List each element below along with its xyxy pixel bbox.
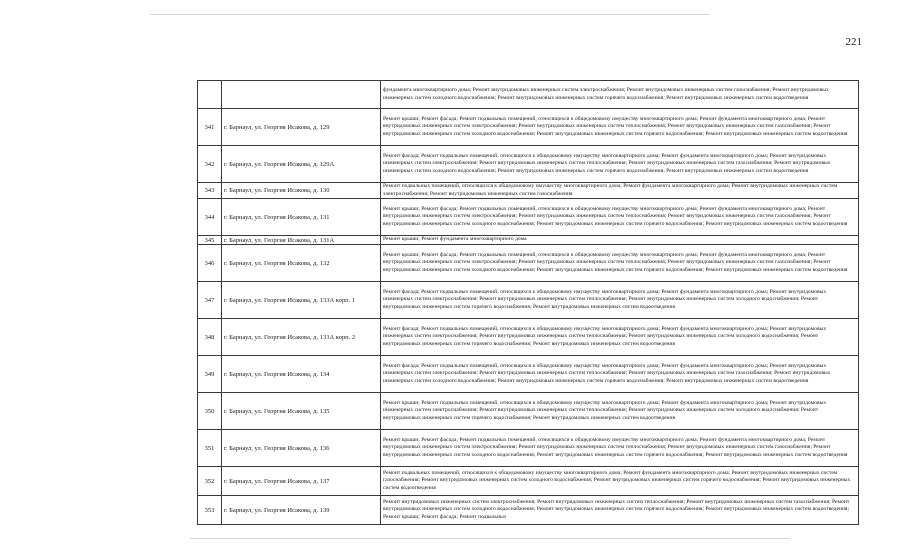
row-number: 346 bbox=[198, 245, 222, 282]
table-row bbox=[198, 183, 859, 199]
row-address: г. Барнаул, ул. Георгия Исакова, д. 134 bbox=[222, 356, 381, 393]
table-row bbox=[198, 496, 859, 525]
scan-artifact-top bbox=[150, 14, 710, 15]
row-works: Ремонт фасада; Ремонт подвальных помещений, относящихся к общедомовому имуществу многоквартирного дома; Ремонт фундамента многоквартирного дома; Ремонт внутридомовых инженерных систем электроснабжения; Ремонт внутридомовых инженерных систем теплоснабжения; Ремонт внутридомовых инженерных систем газоснабжения; Ремонт внутридомовых инженерных систем холодного водоснабжения; Ремонт внутридомовых инженерных систем горячего водоснабжения; Ремонт внутридомовых инженерных систем водоотведения bbox=[381, 356, 859, 393]
row-address: г. Барнаул, ул. Георгия Исакова, д. 137 bbox=[222, 467, 381, 496]
row-number: 351 bbox=[198, 430, 222, 467]
row-works: фундамента многоквартирного дома; Ремонт внутридомовых инженерных систем электроснабжения; Ремонт внутридомовых инженерных систем газоснабжения; Ремонт внутридомовых инженерных систем холодного водоснабжения; Ремонт внутридомовых инженерных систем горячего водоснабжения; Ремонт внутридомовых инженерных систем водоотведения bbox=[381, 81, 859, 109]
table-row bbox=[198, 356, 859, 393]
table-row bbox=[198, 81, 859, 109]
row-address: г. Барнаул, ул. Георгия Исакова, д. 136 bbox=[222, 430, 381, 467]
row-works: Ремонт крыши; Ремонт фасада; Ремонт подвальных помещений, относящихся к общедомовому имуществу многоквартирного дома; Ремонт фундамента многоквартирного дома; Ремонт внутридомовых инженерных систем электроснабжения; Ремонт внутридомовых инженерных систем теплоснабжения; Ремонт внутридомовых инженерных систем газоснабжения; Ремонт внутридомовых инженерных систем холодного водоснабжения; Ремонт внутридомовых инженерных систем горячего водоснабжения; Ремонт внутридомовых инженерных систем водоотведения bbox=[381, 109, 859, 146]
row-number: 345 bbox=[198, 236, 222, 245]
row-address: г. Барнаул, ул. Георгия Исакова, д. 133А корп. 1 bbox=[222, 282, 381, 319]
row-address: г. Барнаул, ул. Георгия Исакова, д. 131 bbox=[222, 199, 381, 236]
table-row bbox=[198, 282, 859, 319]
row-number: 344 bbox=[198, 199, 222, 236]
row-number: 343 bbox=[198, 183, 222, 199]
table-row bbox=[198, 109, 859, 146]
row-address: г. Барнаул, ул. Георгия Исакова, д. 129 bbox=[222, 109, 381, 146]
table-row bbox=[198, 146, 859, 183]
row-works: Ремонт фасада; Ремонт подвальных помещений, относящихся к общедомовому имуществу многоквартирного дома; Ремонт фундамента многоквартирного дома; Ремонт внутридомовых инженерных систем электроснабжения; Ремонт внутридомовых инженерных систем теплоснабжения; Ремонт внутридомовых инженерных систем холодного водоснабжения; Ремонт внутридомовых инженерных систем горячего водоснабжения; Ремонт внутридомовых инженерных систем водоотведения bbox=[381, 282, 859, 319]
row-address bbox=[222, 81, 381, 109]
row-address: г. Барнаул, ул. Георгия Исакова, д. 135 bbox=[222, 393, 381, 430]
row-address: г. Барнаул, ул. Георгия Исакова, д. 132 bbox=[222, 245, 381, 282]
row-number: 353 bbox=[198, 496, 222, 525]
row-address: г. Барнаул, ул. Георгия Исакова, д. 139 bbox=[222, 496, 381, 525]
registry-table bbox=[197, 80, 859, 525]
page-number: 221 bbox=[845, 36, 862, 48]
table-row bbox=[198, 430, 859, 467]
row-works: Ремонт внутридомовых инженерных систем электроснабжения; Ремонт внутридомовых инженерных систем теплоснабжения; Ремонт внутридомовых инженерных систем газоснабжения; Ремонт внутридомовых инженерных систем холодного водоснабжения; Ремонт внутридомовых инженерных систем горячего водоснабжения; Ремонт внутридомовых инженерных систем водоотведения; Ремонт крыши; Ремонт фасада; Ремонт подвальных bbox=[381, 496, 859, 525]
row-works: Ремонт крыши; Ремонт фасада; Ремонт подвальных помещений, относящихся к общедомовому имуществу многоквартирного дома; Ремонт фундамента многоквартирного дома; Ремонт внутридомовых инженерных систем электроснабжения; Ремонт внутридомовых инженерных систем теплоснабжения; Ремонт внутридомовых инженерных систем газоснабжения; Ремонт внутридомовых инженерных систем холодного водоснабжения; Ремонт внутридомовых инженерных систем горячего водоснабжения; Ремонт внутридомовых инженерных систем водоотведения bbox=[381, 199, 859, 236]
row-works: Ремонт крыши; Ремонт фасада; Ремонт подвальных помещений, относящихся к общедомовому имуществу многоквартирного дома; Ремонт фундамента многоквартирного дома; Ремонт внутридомовых инженерных систем электроснабжения; Ремонт внутридомовых инженерных систем теплоснабжения; Ремонт внутридомовых инженерных систем газоснабжения; Ремонт внутридомовых инженерных систем холодного водоснабжения; Ремонт внутридомовых инженерных систем горячего водоснабжения; Ремонт внутридомовых инженерных систем водоотведения bbox=[381, 245, 859, 282]
row-works: Ремонт подвальных помещений, относящихся к общедомовому имуществу многоквартирного дома; Ремонт фундамента многоквартирного дома; Ремонт внутридомовых инженерных систем электроснабжения; Ремонт внутридомовых инженерных систем газоснабжения bbox=[381, 183, 859, 199]
row-works: Ремонт крыши; Ремонт фундамента многоквартирного дома bbox=[381, 236, 859, 245]
table-row bbox=[198, 245, 859, 282]
row-number: 350 bbox=[198, 393, 222, 430]
table-row bbox=[198, 319, 859, 356]
row-address: г. Барнаул, ул. Георгия Исакова, д. 130 bbox=[222, 183, 381, 199]
row-address: г. Барнаул, ул. Георгия Исакова, д. 131А bbox=[222, 236, 381, 245]
row-number: 347 bbox=[198, 282, 222, 319]
table-row bbox=[198, 199, 859, 236]
row-number: 349 bbox=[198, 356, 222, 393]
row-works: Ремонт фасада; Ремонт подвальных помещений, относящихся к общедомовому имуществу многоквартирного дома; Ремонт фундамента многоквартирного дома; Ремонт внутридомовых инженерных систем электроснабжения; Ремонт внутридомовых инженерных систем теплоснабжения; Ремонт внутридомовых инженерных систем газоснабжения; Ремонт внутридомовых инженерных систем холодного водоснабжения; Ремонт внутридомовых инженерных систем горячего водоснабжения; Ремонт внутридомовых инженерных систем водоотведения bbox=[381, 146, 859, 183]
row-number: 341 bbox=[198, 109, 222, 146]
row-address: г. Барнаул, ул. Георгия Исакова, д. 129А bbox=[222, 146, 381, 183]
row-number: 342 bbox=[198, 146, 222, 183]
row-works: Ремонт крыши; Ремонт подвальных помещений, относящихся к общедомовому имуществу многоквартирного дома; Ремонт фундамента многоквартирного дома; Ремонт внутридомовых инженерных систем электроснабжения; Ремонт внутридомовых инженерных систем теплоснабжения; Ремонт внутридомовых инженерных систем холодного водоснабжения; Ремонт внутридомовых инженерных систем горячего водоснабжения; Ремонт внутридомовых инженерных систем водоотведения bbox=[381, 393, 859, 430]
row-works: Ремонт подвальных помещений, относящихся к общедомовому имуществу многоквартирного дома; Ремонт фундамента многоквартирного дома; Ремонт внутридомовых инженерных систем газоснабжения; Ремонт внутридомовых инженерных систем холодного водоснабжения; Ремонт внутридомовых инженерных систем горячего водоснабжения; Ремонт внутридомовых инженерных систем водоотведения bbox=[381, 467, 859, 496]
row-address: г. Барнаул, ул. Георгия Исакова, д. 133А корп. 2 bbox=[222, 319, 381, 356]
scan-artifact-bottom bbox=[190, 538, 790, 539]
row-number bbox=[198, 81, 222, 109]
table-row bbox=[198, 467, 859, 496]
row-number: 352 bbox=[198, 467, 222, 496]
table-row bbox=[198, 393, 859, 430]
row-number: 348 bbox=[198, 319, 222, 356]
table-row bbox=[198, 236, 859, 245]
row-works: Ремонт фасада; Ремонт подвальных помещений, относящихся к общедомовому имуществу многоквартирного дома; Ремонт фундамента многоквартирного дома; Ремонт внутридомовых инженерных систем электроснабжения; Ремонт внутридомовых инженерных систем теплоснабжения; Ремонт внутридомовых инженерных систем холодного водоснабжения; Ремонт внутридомовых инженерных систем горячего водоснабжения; Ремонт внутридомовых инженерных систем водоотведения bbox=[381, 319, 859, 356]
row-works: Ремонт крыши; Ремонт фасада; Ремонт подвальных помещений, относящихся к общедомовому имуществу многоквартирного дома; Ремонт фундамента многоквартирного дома; Ремонт внутридомовых инженерных систем электроснабжения; Ремонт внутридомовых инженерных систем теплоснабжения; Ремонт внутридомовых инженерных систем газоснабжения; Ремонт внутридомовых инженерных систем холодного водоснабжения; Ремонт внутридомовых инженерных систем горячего водоснабжения; Ремонт внутридомовых инженерных систем водоотведения bbox=[381, 430, 859, 467]
